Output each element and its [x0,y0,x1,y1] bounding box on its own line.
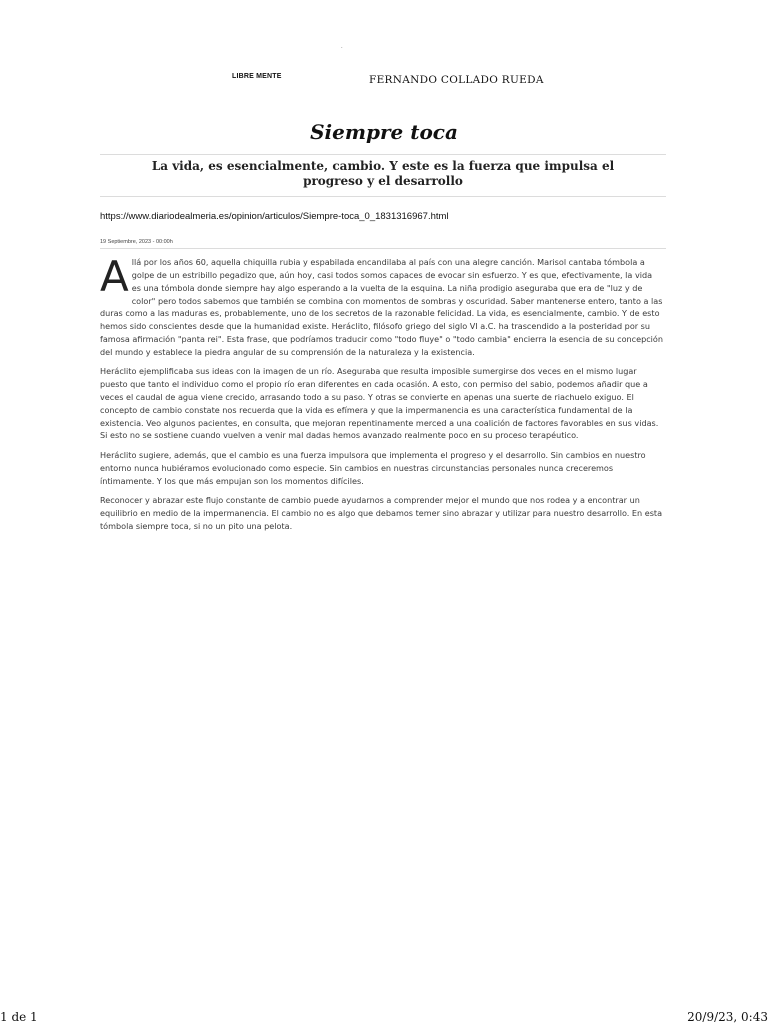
title-divider-bottom [100,196,666,197]
page-number: 1 de 1 [0,1010,38,1024]
print-timestamp: 20/9/23, 0:43 [687,1010,768,1024]
paragraph-text: llá por los años 60, aquella chiquilla rubia y espabilada encandilaba al país con una alegre canción. Marisol cantaba tómbola a golpe de un estribillo pegadizo que, aún hoy, casi todos somos capaces de evocar sin esfuerzo. Y es que, efectivamente, la vida es una tómbola donde siempre hay algo esperando a la vuelta de la esquina. La niña prodigio aseguraba que era de "luz y de color" pero todos sabemos que también se combina con momentos de sombras y oscuridad. Saber mantenerse entero, tanto a las duras como a las maduras es, probablemente, uno de los secretos de la razonable felicidad. La vida, es esencialmente, cambio. Y de esto hemos sido conscientes desde que la humanidad existe. Heráclito, filósofo griego del siglo VI a.C. ha trascendido a la posteridad por su famosa afirmación "panta rei". Esta frase, que podríamos traducir como "todo fluye" o "todo cambia" encierra la esencia de su concepción del mundo y establece la piedra angular de su comprensión de la naturaleza y la existencia. [100,257,664,357]
article-body [100,252,664,539]
article-url[interactable]: https://www.diariodealmeria.es/opinion/articulos/Siempre-toca_0_1831316967.html [100,211,449,222]
article-title: Siempre toca [310,120,458,144]
drop-cap: A [100,252,129,301]
article-paragraph-3: Heráclito sugiere, además, que el cambio es una fuerza impulsora que implementa el progreso y el desarrollo. Sin cambios en nuestro entorno nunca hubiéramos evolucionado como especie. Sin cambios en nuestras circunstancias personales nunca creceremos íntimamente. Y los que más empujan son los momentos difíciles. [100,449,646,486]
publish-date: 19 Septiembre, 2023 - 00:00h [100,239,173,245]
author-name[interactable]: FERNANDO COLLADO RUEDA [369,74,544,86]
article-paragraph-4: Reconocer y abrazar este flujo constante de cambio puede ayudarnos a comprender mejor el mundo que nos rodea y a encontrar un equilibrio en medio de la impermanencia. El cambio no es algo que debamos temer sino abrazar y utilizar para nuestro desarrollo. En esta tómbola siempre toca, si no un pito una pelota. [100,494,663,531]
article-subtitle: La vida, es esencialmente, cambio. Y este es la fuerza que impulsa el progreso y el desarrollo [151,159,615,188]
article-paragraph-1 [100,252,664,359]
article-paragraph-2: Heráclito ejemplificaba sus ideas con la imagen de un río. Aseguraba que resulta imposible sumergirse dos veces en el mismo lugar puesto que tanto el individuo como el propio río eran diferentes en cada ocasión. A esto, con permiso del sabio, podemos añadir que a veces el caudal de agua viene crecido, arrasando todo a su paso. Y otras se convierte en apenas una suerte de riachuelo exiguo. El concepto de cambio constate nos recuerda que la vida es efímera y que la impermanencia es una característica fundamental de la existencia. Veo algunos pacientes, en consulta, que mejoran repentinamente merced a una coalición de factores favorables en sus vidas. Si esto no se sostiene cuando vuelven a venir mal dadas hemos avanzado realmente poco en su proceso terapéutico. [100,366,659,441]
date-divider [100,248,666,249]
title-divider-top [100,154,666,155]
section-label[interactable]: LIBRE MENTE [232,73,282,80]
header-dot: . [341,44,343,50]
